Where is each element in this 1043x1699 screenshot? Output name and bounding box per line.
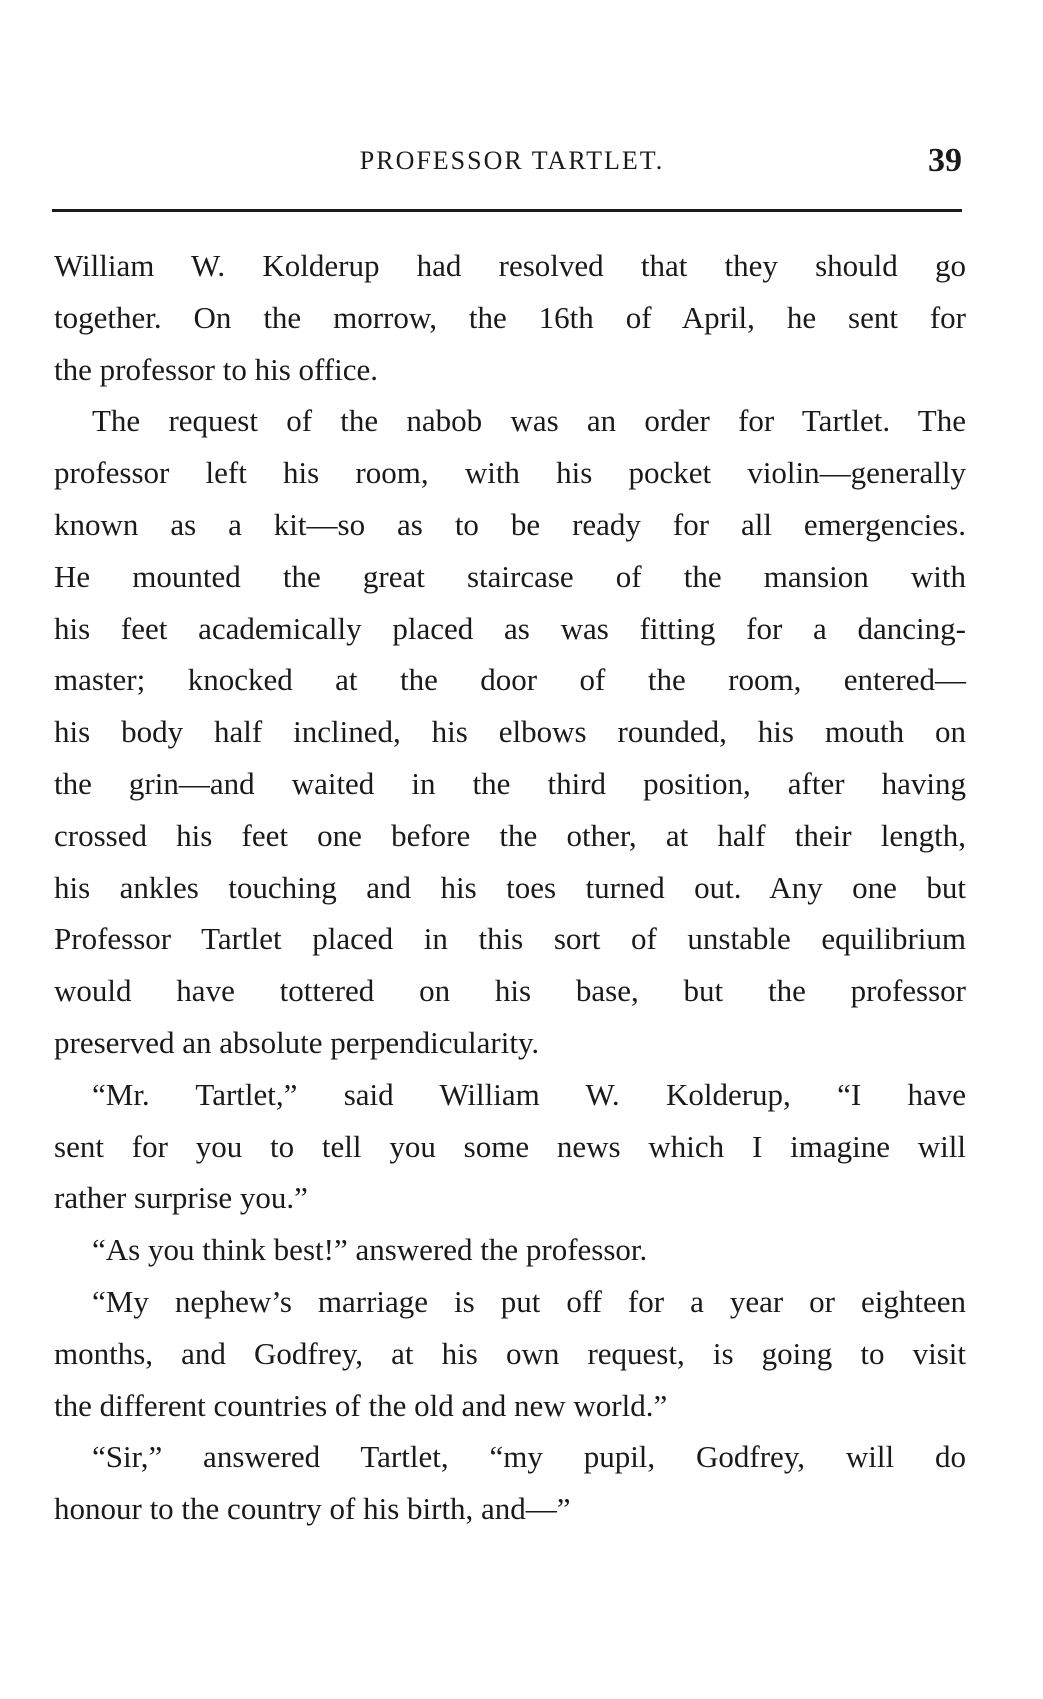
text-line: “Mr. Tartlet,” said William W. Kolderup, “I have [92, 1076, 966, 1112]
text-line: months, and Godfrey, at his own request, is going to visit [54, 1335, 966, 1371]
text-line: master; knocked at the door of the room, entered— [54, 662, 966, 698]
text-line: “Sir,” answered Tartlet, “my pupil, Godfrey, will do [92, 1439, 966, 1475]
text-line: his body half inclined, his elbows rounded, his mouth on [54, 714, 966, 750]
running-head [52, 142, 962, 182]
text-line: the professor to his office. [54, 351, 378, 387]
text-line: William W. Kolderup had resolved that they should go [54, 248, 966, 283]
body-text [54, 240, 966, 1535]
page-number: 39 [928, 142, 962, 179]
text-line: rather surprise you.” [54, 1180, 308, 1216]
text-line: together. On the morrow, the 16th of April, he sent for [54, 299, 966, 335]
text-line: would have tottered on his base, but the professor [54, 973, 966, 1009]
text-line: crossed his feet one before the other, at half their length, [54, 817, 966, 853]
text-line: sent for you to tell you some news which I imagine will [54, 1128, 966, 1164]
text-line: the different countries of the old and new world.” [54, 1387, 668, 1423]
text-line: professor left his room, with his pocket violin—generally [54, 455, 966, 491]
text-line: known as a kit—so as to be ready for all emergencies. [54, 506, 966, 542]
text-line: He mounted the great staircase of the mansion with [54, 558, 966, 594]
running-title: PROFESSOR TARTLET. [359, 146, 665, 175]
text-line: his feet academically placed as was fitting for a dancing- [54, 610, 966, 646]
header-rule [52, 209, 962, 212]
text-line: his ankles touching and his toes turned out. Any one but [54, 869, 966, 905]
text-line: preserved an absolute perpendicularity. [54, 1024, 540, 1060]
text-line: honour to the country of his birth, and—” [54, 1491, 571, 1527]
text-line: “My nephew’s marriage is put off for a year or eighteen [92, 1283, 966, 1319]
text-line: the grin—and waited in the third position, after having [54, 765, 966, 801]
text-line: The request of the nabob was an order for Tartlet. The [92, 403, 966, 439]
text-line: Professor Tartlet placed in this sort of unstable equilibrium [54, 921, 966, 957]
text-line: “As you think best!” answered the professor. [92, 1232, 648, 1268]
